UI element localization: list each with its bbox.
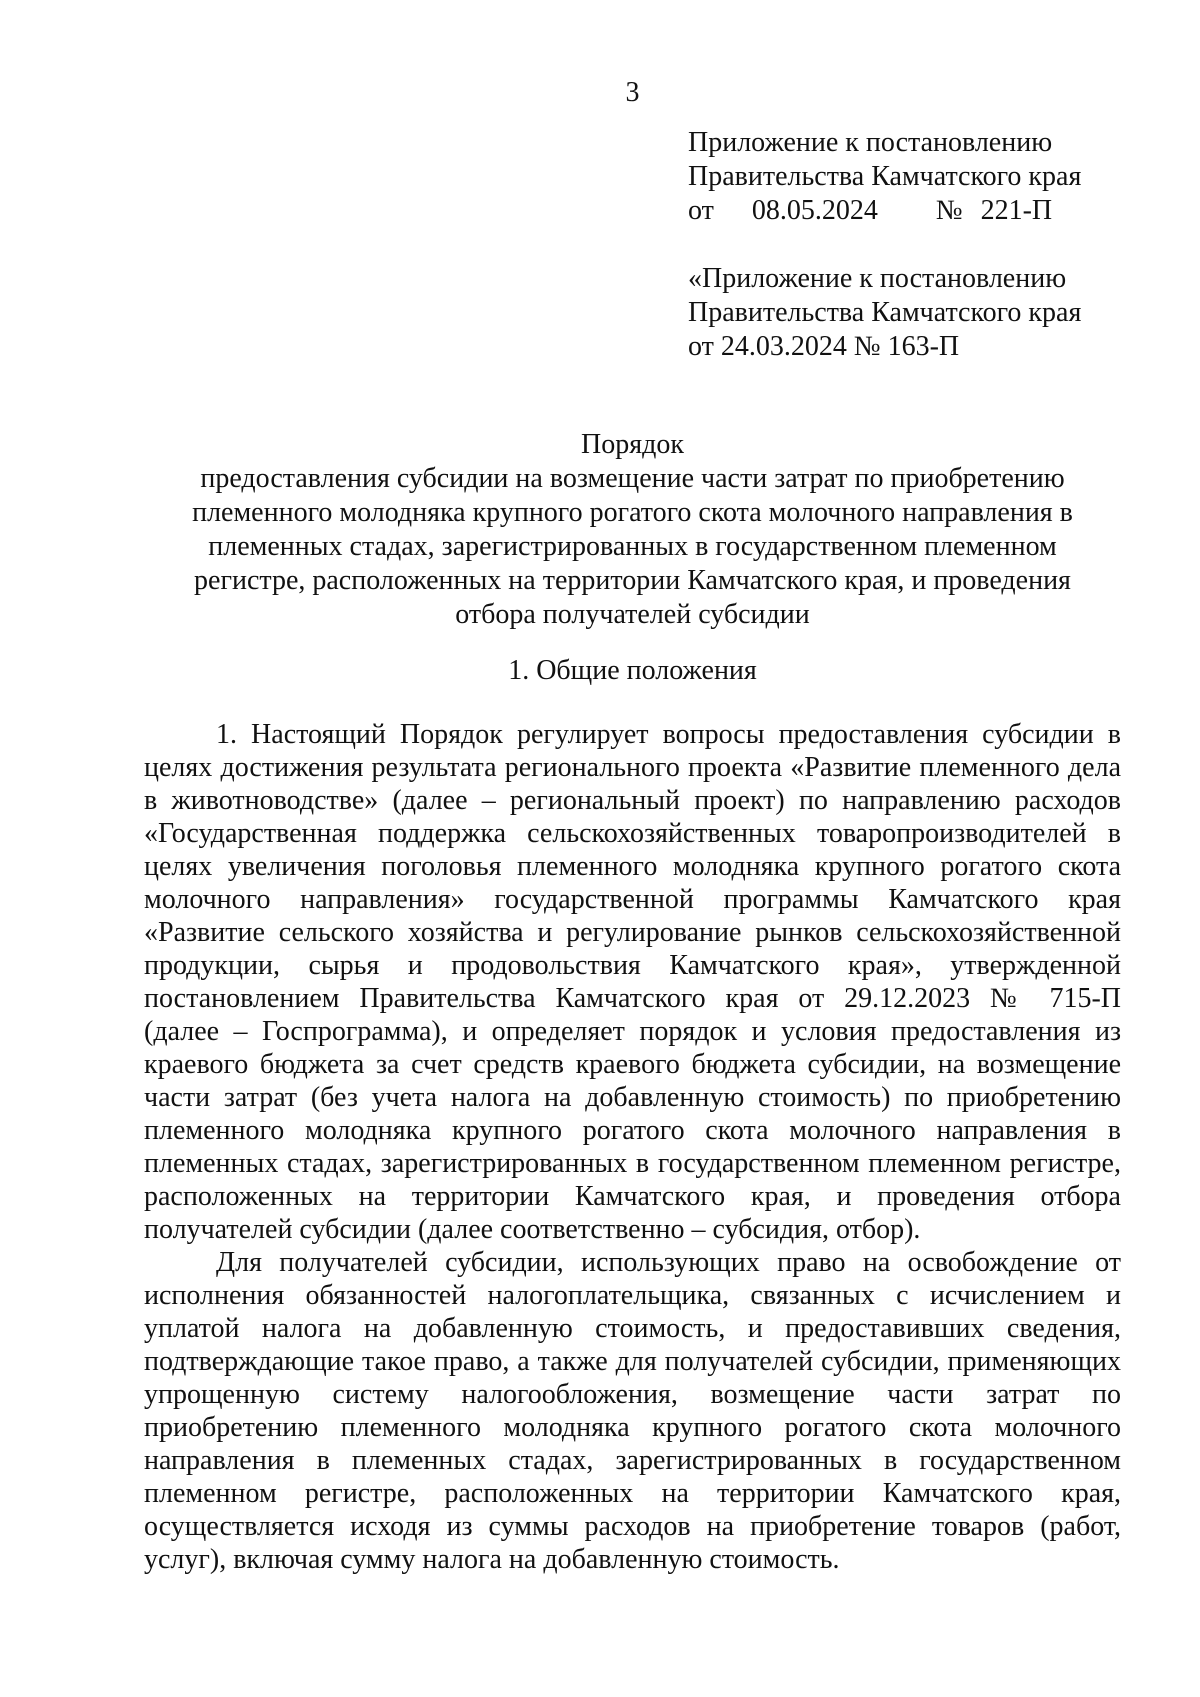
section-heading: 1. Общие положения xyxy=(508,655,757,686)
text-line: племенного молодняка крупного рогатого скота молочного направления в xyxy=(144,1115,1121,1146)
text-line: в животноводстве» (далее – региональный проект) по направлению расходов xyxy=(144,785,1121,816)
text-line: части затрат (без учета налога на добавленную стоимость) по приобретению xyxy=(144,1082,1121,1113)
text-line: осуществляется исходя из суммы расходов на приобретение товаров (работ, xyxy=(144,1511,1121,1542)
from-label: от xyxy=(688,195,714,226)
text-line: услуг), включая сумму налога на добавленную стоимость. xyxy=(144,1544,840,1575)
text-line: «Развитие сельского хозяйства и регулирование рынков сельскохозяйственной xyxy=(144,917,1121,948)
text-line: целях увеличения поголовья племенного молодняка крупного рогатого скота xyxy=(144,851,1121,882)
text-line: расположенных на территории Камчатского края, и проведения отбора xyxy=(144,1181,1121,1212)
document-title xyxy=(144,428,1121,632)
appendix-line: «Приложение к постановлению xyxy=(688,263,1067,294)
text-line: получателей субсидии (далее соответственно – субсидия, отбор). xyxy=(144,1214,921,1245)
text-line: краевого бюджета за счет средств краевого бюджета субсидии, на возмещение xyxy=(144,1049,1121,1080)
title-heading: Порядок xyxy=(581,429,684,460)
title-line: племенных стадах, зарегистрированных в государственном племенном xyxy=(208,531,1057,562)
text-line: «Государственная поддержка сельскохозяйственных товаропроизводителей в xyxy=(144,818,1121,849)
title-line: племенного молодняка крупного рогатого скота молочного направления в xyxy=(192,497,1073,528)
appendix-dateline xyxy=(688,194,1158,228)
text-line: направления в племенных стадах, зарегистрированных в государственном xyxy=(144,1445,1121,1476)
text-line: продукции, сырья и продовольствия Камчатского края», утвержденной xyxy=(144,950,1121,981)
resolution-number: 221-П xyxy=(980,195,1053,226)
text-line: исполнения обязанностей налогоплательщика, связанных с исчислением и xyxy=(144,1280,1121,1311)
text-line: целях достижения результата регионального проекта «Развитие племенного дела xyxy=(144,752,1121,783)
text-line: (далее – Госпрограмма), и определяет порядок и условия предоставления из xyxy=(144,1016,1121,1047)
appendix-header-previous xyxy=(688,262,1158,364)
text-line: упрощенную систему налогообложения, возмещение части затрат по xyxy=(144,1379,1121,1410)
text-line: уплатой налога на добавленную стоимость, и предоставивших сведения, xyxy=(144,1313,1121,1344)
paragraph-2 xyxy=(144,1246,1121,1576)
body-text xyxy=(144,718,1121,1576)
text-line: подтверждающие такое право, а также для получателей субсидии, применяющих xyxy=(144,1346,1121,1377)
text-line: 1. Настоящий Порядок регулирует вопросы предоставления субсидии в xyxy=(216,719,1121,750)
number-sign: № xyxy=(935,195,963,226)
appendix-line: от 24.03.2024 № 163-П xyxy=(688,331,960,362)
page-number: 3 xyxy=(625,77,640,108)
text-line: приобретению племенного молодняка крупного рогатого скота молочного xyxy=(144,1412,1121,1443)
resolution-date: 08.05.2024 xyxy=(751,195,878,226)
title-line: отбора получателей субсидии xyxy=(455,599,810,630)
text-line: молочного направления» государственной программы Камчатского края xyxy=(144,884,1121,915)
paragraph-1 xyxy=(144,718,1121,1246)
text-line: Для получателей субсидии, использующих право на освобождение от xyxy=(216,1247,1121,1278)
title-line: регистре, расположенных на территории Камчатского края, и проведения xyxy=(194,565,1071,596)
appendix-header-current xyxy=(688,126,1158,228)
appendix-line: Правительства Камчатского края xyxy=(688,161,1082,192)
appendix-line: Приложение к постановлению xyxy=(688,127,1053,158)
text-line: племенных стадах, зарегистрированных в государственном племенном регистре, xyxy=(144,1148,1121,1179)
text-line: постановлением Правительства Камчатского края от 29.12.2023 № 715-П xyxy=(144,983,1121,1014)
appendix-line: Правительства Камчатского края xyxy=(688,297,1082,328)
title-line: предоставления субсидии на возмещение части затрат по приобретению xyxy=(200,463,1065,494)
text-line: племенном регистре, расположенных на территории Камчатского края, xyxy=(144,1478,1121,1509)
